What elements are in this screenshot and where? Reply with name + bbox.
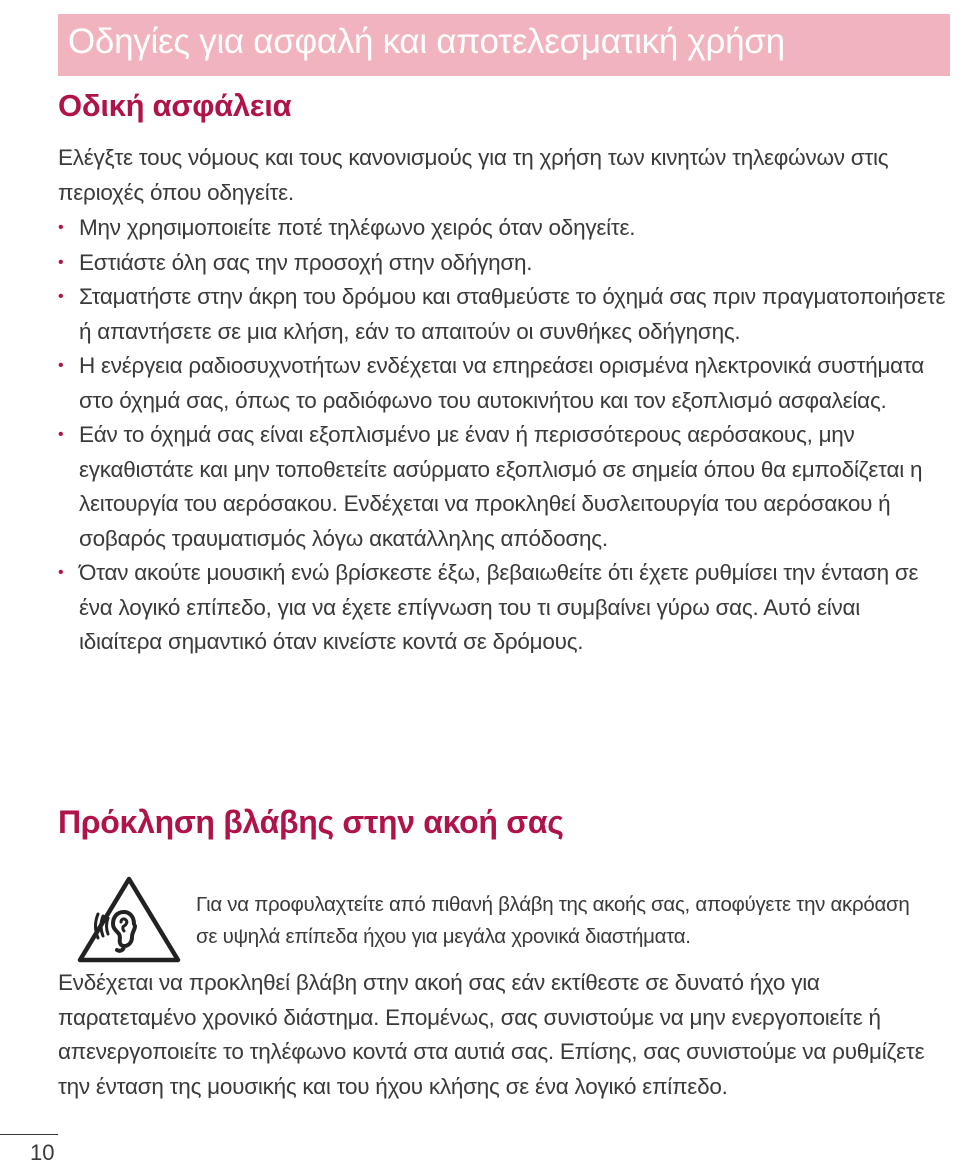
banner-title: Οδηγίες για ασφαλή και αποτελεσματική χρήση	[68, 22, 785, 61]
bullet-icon: •	[58, 426, 64, 443]
bullet-icon: •	[58, 219, 64, 236]
list-item-text: Μην χρησιμοποιείτε ποτέ τηλέφωνο χειρός όταν οδηγείτε.	[79, 215, 636, 240]
list-item	[58, 349, 948, 418]
hearing-warning-icon	[74, 874, 184, 966]
road-safety-list	[58, 211, 948, 660]
page-number-rule	[0, 1134, 58, 1135]
list-item-text: Εστιάστε όλη σας την προσοχή στην οδήγηση.	[79, 249, 533, 275]
list-item-text: Όταν ακούτε μουσική ενώ βρίσκεστε έξω, βεβαιωθείτε ότι έχετε ρυθμίσει την ένταση σε ένα λογικό επίπεδο, για να έχετε επίγνωση του τι συμβαίνει γύρω σας. Αυτό είναι ιδιαίτερα σημαντικό όταν κινείστε κοντά σε δρόμους.	[79, 560, 919, 654]
list-item-text: Σταματήστε στην άκρη του δρόμου και σταθμεύστε το όχημά σας πριν πραγματοποιήσετε ή απαντήσετε σε μια κλήση, εάν το απαιτούν οι συνθήκες οδήγησης.	[79, 284, 946, 344]
bullet-icon: •	[58, 564, 64, 581]
bullet-icon: •	[58, 357, 64, 374]
list-item	[58, 246, 948, 281]
bullet-icon: •	[58, 253, 64, 271]
list-item	[58, 418, 948, 556]
list-item-text: Η ενέργεια ραδιοσυχνοτήτων ενδέχεται να επηρεάσει ορισμένα ηλεκτρονικά συστήματα στο όχημά σας, όπως το ραδιόφωνο του αυτοκινήτου και τον εξοπλισμό ασφαλείας.	[79, 353, 925, 413]
list-item	[58, 280, 948, 349]
bullet-icon: •	[58, 288, 64, 305]
list-item	[58, 211, 948, 246]
road-safety-heading: Οδική ασφάλεια	[58, 88, 292, 123]
hearing-damage-heading: Πρόκληση βλάβης στην ακοή σας	[58, 804, 564, 840]
hearing-damage-body: Ενδέχεται να προκληθεί βλάβη στην ακοή σας εάν εκτίθεστε σε δυνατό ήχο για παρατεταμένο χρονικό διάστημα. Επομένως, σας συνιστούμε να μην ενεργοποιείτε ή απενεργοποιείτε το τηλέφωνο κοντά στα αυτιά σας. Επίσης, σας συνιστούμε να ρυθμίζετε την ένταση της μουσικής και του ήχου κλήσης σε ένα λογικό επίπεδο.	[58, 970, 925, 1099]
list-item-text: Εάν το όχημά σας είναι εξοπλισμένο με έναν ή περισσότερους αερόσακους, μην εγκαθιστάτε και μην τοποθετείτε ασύρματο εξοπλισμό σε σημεία όπου θα εμποδίζεται η λειτουργία του αερόσακου. Ενδέχεται να προκληθεί δυσλειτουργία του αερόσακου ή σοβαρός τραυματισμός λόγω ακατάλληλης απόδοσης.	[79, 422, 923, 551]
section-banner	[58, 14, 950, 76]
page-number: 10	[30, 1140, 55, 1165]
hearing-warning-text: Για να προφυλαχτείτε από πιθανή βλάβη της ακοής σας, αποφύγετε την ακρόαση σε υψηλά επίπεδα ήχου για μεγάλα χρονικά διαστήματα.	[196, 893, 910, 948]
list-item	[58, 556, 948, 660]
road-safety-intro: Ελέγξτε τους νόμους και τους κανονισμούς για τη χρήση των κινητών τηλεφώνων στις περιοχές όπου οδηγείτε.	[58, 145, 889, 205]
